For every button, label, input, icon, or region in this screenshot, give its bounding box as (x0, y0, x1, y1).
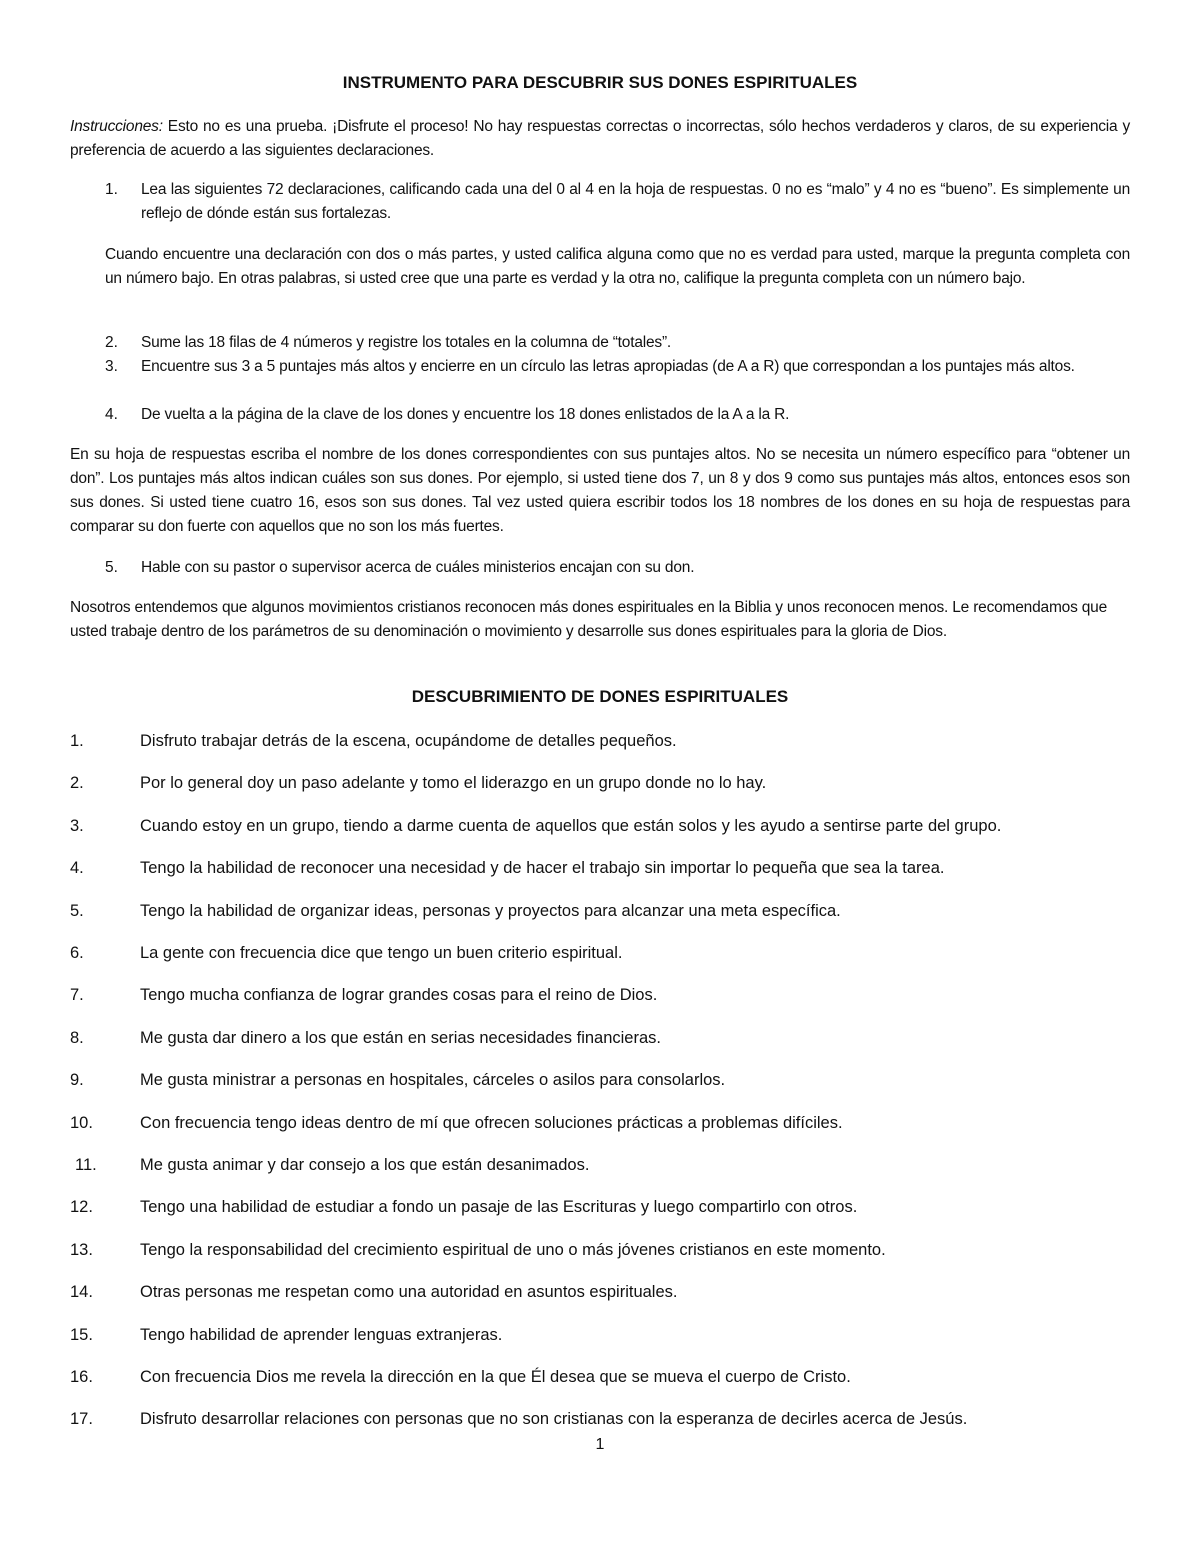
question-number: 9. (70, 1071, 84, 1089)
question-number: 6. (70, 944, 84, 962)
question-text: Tengo la habilidad de organizar ideas, personas y proyectos para alcanzar una meta específica. (140, 902, 841, 920)
question-text: La gente con frecuencia dice que tengo un buen criterio espiritual. (140, 944, 623, 962)
question-number: 12. (70, 1198, 93, 1216)
question-text: Tengo una habilidad de estudiar a fondo un pasaje de las Escrituras y luego compartirlo con otros. (140, 1198, 858, 1216)
step-number: 2. (105, 334, 118, 351)
instructions-text: Esto no es una prueba. ¡Disfrute el proceso! No hay respuestas correctas o incorrectas, sólo hechos verdaderos y claros, de su experiencia y preferencia de acuerdo a las siguientes declaraciones. (70, 118, 1130, 159)
question-number: 7. (70, 986, 84, 1004)
question-number: 4. (70, 859, 84, 877)
question-number: 2. (70, 774, 84, 792)
question-number: 16. (70, 1368, 93, 1386)
question-text: Con frecuencia tengo ideas dentro de mí que ofrecen soluciones prácticas a problemas difíciles. (140, 1114, 843, 1132)
question-number: 11. (75, 1156, 97, 1174)
question-number: 8. (70, 1029, 84, 1047)
question-text: Me gusta ministrar a personas en hospitales, cárceles o asilos para consolarlos. (140, 1071, 726, 1089)
question-number: 5. (70, 902, 84, 920)
question-text: Con frecuencia Dios me revela la dirección en la que Él desea que se mueva el cuerpo de Cristo. (140, 1368, 851, 1386)
note-parts-paragraph: Cuando encuentre una declaración con dos o más partes, y usted califica alguna como que no es verdad para usted, marque la pregunta completa con un número bajo. En otras palabras, si usted cree que una parte es verdad y la otra no, califique la pregunta completa con un número bajo. (105, 246, 1130, 287)
step-number: 1. (105, 181, 118, 198)
page-number: 1 (595, 1436, 605, 1453)
question-number: 17. (70, 1410, 93, 1428)
answer-sheet-paragraph: En su hoja de respuestas escriba el nombre de los dones correspondientes con sus puntajes altos. No se necesita un número específico para “obtener un don”. Los puntajes más altos indican cuáles son sus dones. Por ejemplo, si usted tiene dos 7, un 8 y dos 9 como sus puntajes más altos, entonces esos son sus dones. Si usted tiene cuatro 16, esos son sus dones. Tal vez usted quiera escribir todos los 18 nombres de los dones en su hoja de respuestas para comparar su don fuerte con aquellos que no son los más fuertes. (70, 446, 1130, 535)
instructions-label: Instrucciones: (70, 118, 163, 135)
step-text: Hable con su pastor o supervisor acerca de cuáles ministerios encajan con su don. (141, 559, 695, 576)
question-text: Me gusta animar y dar consejo a los que están desanimados. (140, 1156, 590, 1174)
question-number: 14. (70, 1283, 93, 1301)
question-text: Tengo la habilidad de reconocer una necesidad y de hacer el trabajo sin importar lo pequeña que sea la tarea. (140, 859, 945, 877)
question-text: Cuando estoy en un grupo, tiendo a darme cuenta de aquellos que están solos y les ayudo a sentirse parte del grupo. (140, 817, 1002, 835)
question-text: Tengo mucha confianza de lograr grandes cosas para el reino de Dios. (140, 986, 658, 1004)
step-text: Sume las 18 filas de 4 números y registre los totales en la columna de “totales”. (141, 334, 672, 351)
question-text: Disfruto desarrollar relaciones con personas que no son cristianas con la esperanza de decirles acerca de Jesús. (140, 1410, 968, 1428)
question-text: Por lo general doy un paso adelante y tomo el liderazgo en un grupo donde no lo hay. (140, 774, 767, 792)
question-text: Disfruto trabajar detrás de la escena, ocupándome de detalles pequeños. (140, 732, 677, 750)
movements-paragraph: Nosotros entendemos que algunos movimientos cristianos reconocen más dones espirituales en la Biblia y unos reconocen menos. Le recomendamos que usted trabaje dentro de los parámetros de su denominación o movimiento y desarrolle sus dones espirituales para la gloria de Dios. (70, 599, 1107, 640)
document-title: INSTRUMENTO PARA DESCUBRIR SUS DONES ESPIRITUALES (342, 73, 858, 92)
question-number: 1. (70, 732, 84, 750)
step-text: Encuentre sus 3 a 5 puntajes más altos y encierre en un círculo las letras apropiadas (de A a R) que correspondan a los puntajes más altos. (141, 358, 1075, 375)
section-title: DESCUBRIMIENTO DE DONES ESPIRITUALES (411, 687, 789, 706)
question-number: 13. (70, 1241, 93, 1259)
step-number: 3. (105, 358, 118, 375)
step-text: De vuelta a la página de la clave de los dones y encuentre los 18 dones enlistados de la A a la R. (141, 406, 790, 423)
question-text: Me gusta dar dinero a los que están en serias necesidades financieras. (140, 1029, 661, 1047)
question-number: 15. (70, 1326, 93, 1344)
step-number: 5. (105, 559, 118, 576)
instructions-paragraph (70, 115, 1130, 163)
step-text: Lea las siguientes 72 declaraciones, calificando cada una del 0 al 4 en la hoja de respuestas. 0 no es “malo” y 4 no es “bueno”. Es simplemente un reflejo de dónde están sus fortalezas. (141, 181, 1130, 222)
question-text: Tengo la responsabilidad del crecimiento espiritual de uno o más jóvenes cristianos en este momento. (140, 1241, 886, 1259)
question-text: Otras personas me respetan como una autoridad en asuntos espirituales. (140, 1283, 678, 1301)
question-text: Tengo habilidad de aprender lenguas extranjeras. (140, 1326, 503, 1344)
step-number: 4. (105, 406, 118, 423)
question-number: 10. (70, 1114, 93, 1132)
question-number: 3. (70, 817, 84, 835)
